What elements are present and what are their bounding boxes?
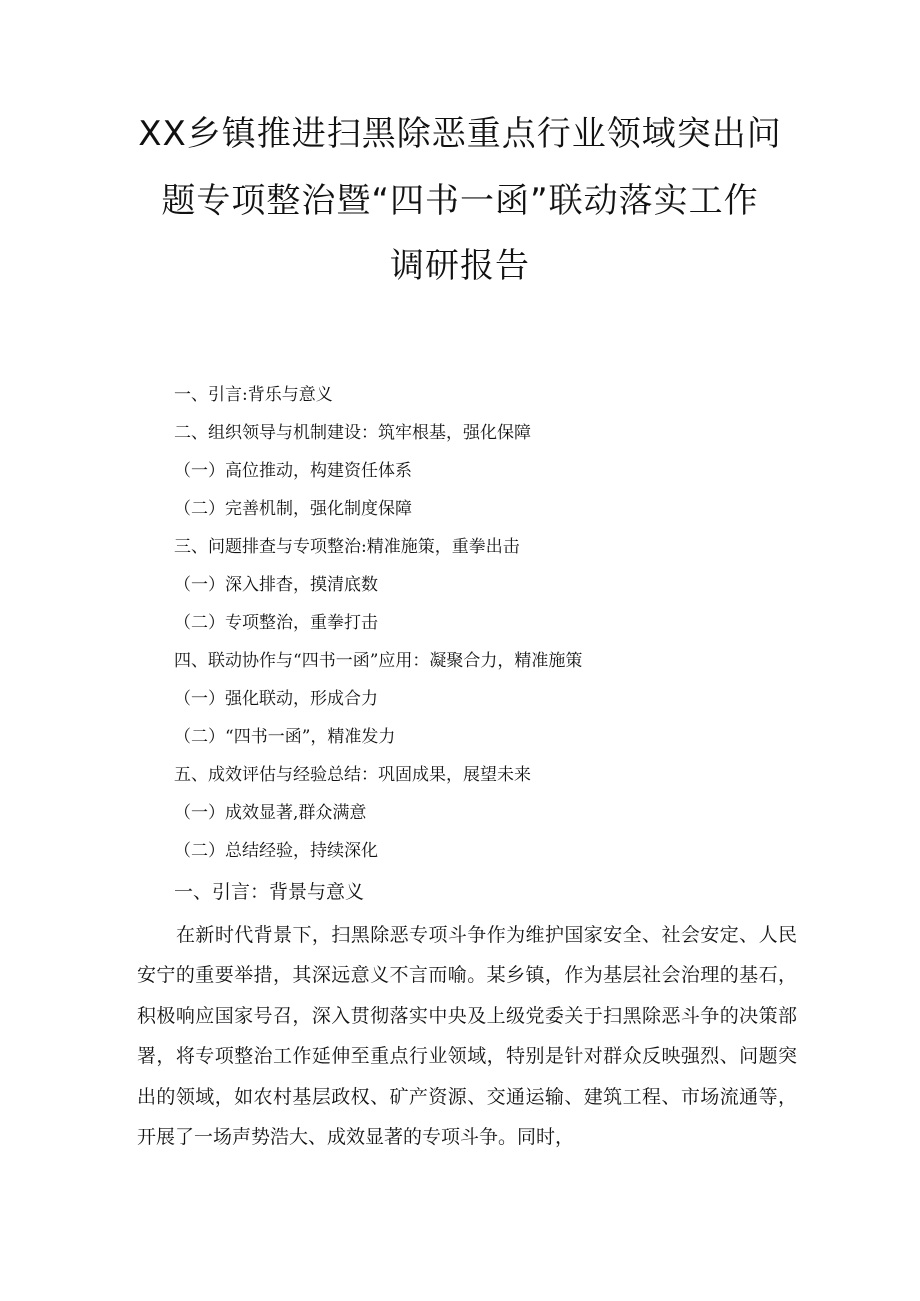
document-title-line-3: 调研报告 bbox=[390, 246, 530, 286]
toc-item: （一）深入排杳，摸清底数 bbox=[174, 575, 378, 595]
toc-item: 三、问题排查与专项整治:精准施策，重拳出击 bbox=[174, 537, 520, 557]
toc-item: （二）完善机制，强化制度保障 bbox=[174, 499, 412, 519]
toc-item: （一）高位推动，构建资任体系 bbox=[174, 461, 412, 481]
toc-item: （二）总结经验，持续深化 bbox=[174, 841, 378, 861]
toc-item: 五、成效评估与经验总结：巩固成果，展望未来 bbox=[174, 765, 531, 785]
section-heading: 一、引言：背景与意义 bbox=[174, 881, 365, 903]
toc-item: （二）专项整治，重拳打击 bbox=[174, 613, 378, 633]
table-of-contents bbox=[174, 380, 582, 874]
toc-item: （二）“四书一函”，精准发力 bbox=[174, 727, 396, 747]
toc-item: （一）成效显著,群众满意 bbox=[174, 803, 367, 823]
toc-item: 四、联动协作与“四书一函”应用：凝聚合力，精准施策 bbox=[174, 651, 583, 671]
toc-item: 一、引言:背乐与意义 bbox=[174, 385, 333, 405]
document-title-line-1: XX乡镇推进扫黑除恶重点行业领域突出问 bbox=[138, 114, 782, 154]
toc-item: 二、组织领导与机制建设：筑牢根基，强化保障 bbox=[174, 423, 531, 443]
body-paragraph: 在新时代背景下，扫黑除恶专项斗争作为维护国家安全、社会安定、人民安宁的重要举措，其深远意义不言而喻。某乡镇，作为基层社会治理的基石，积极响应国家号召，深入贯彻落实中央及上级党委关于扫黑除恶斗争的决策部署，将专项整治工作延伸至重点行业领域，特别是针对群众反映强烈、问题突出的领域，如农村基层政权、矿产资源、交通运输、建筑工程、市场流通等，开展了一场声势浩大、成效显著的专项斗争。同时， bbox=[137, 924, 797, 1149]
document-title-line-2: 题专项整治暨“四书一函”联动落实工作 bbox=[161, 181, 759, 221]
toc-item: （一）强化联动，形成合力 bbox=[174, 689, 378, 709]
